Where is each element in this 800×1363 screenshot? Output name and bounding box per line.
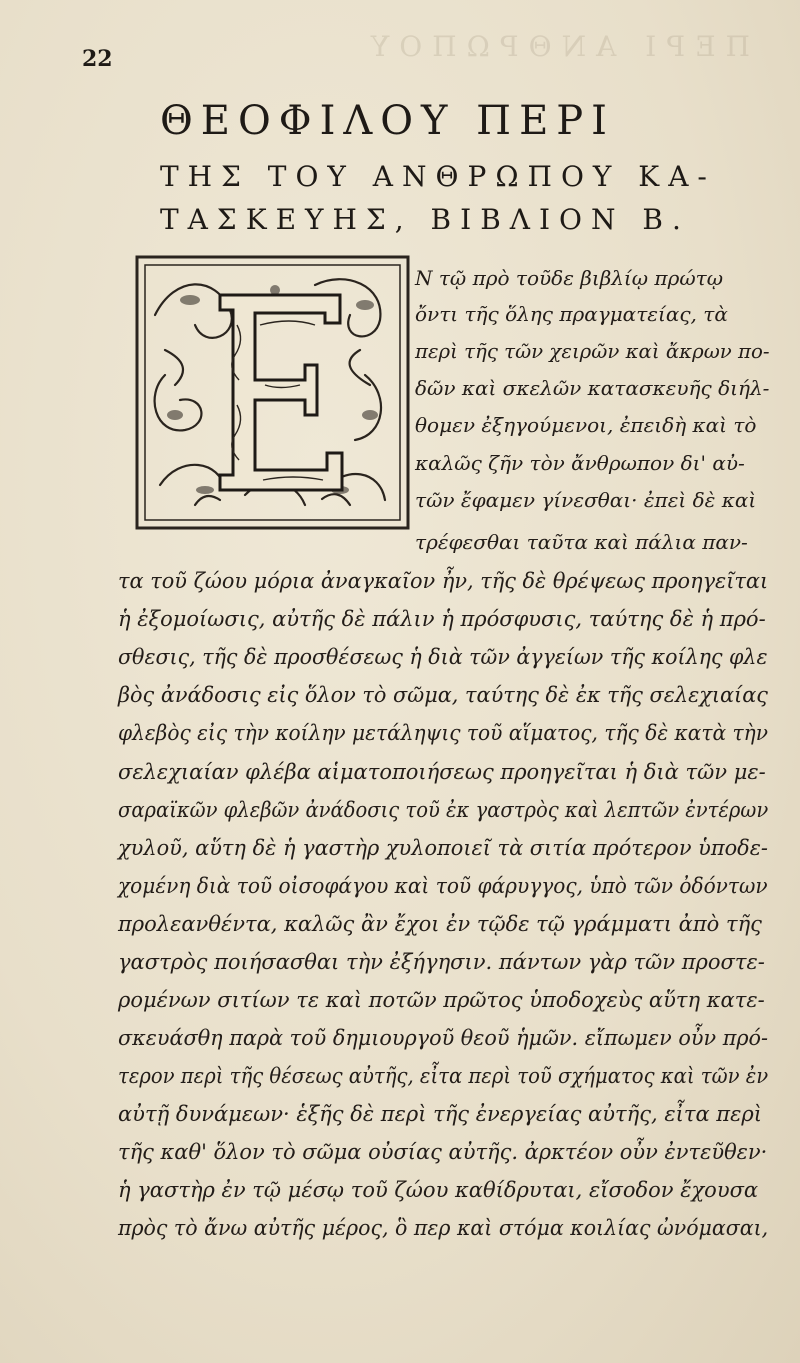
text-line: τα τοῦ ζώου μόρια ἀναγκαῖον ἦν, τῆς δὲ θρέψεως προηγεῖται: [118, 569, 769, 593]
text-line: θομεν ἐξηγούμενοι, ἐπειδὴ καὶ τὸ: [415, 413, 757, 437]
text-line: ἡ γαστὴρ ἐν τῷ μέσῳ τοῦ ζώου καθίδρυται, εἴσοδον ἔχουσα: [118, 1178, 759, 1202]
text-line: τῆς καθ' ὅλον τὸ σῶμα οὐσίας αὐτῆς. ἀρκτέον οὖν ἐντεῦθεν·: [118, 1140, 768, 1164]
text-line: σκευάσθη παρὰ τοῦ δημιουργοῦ θεοῦ ἡμῶν. εἴπωμεν οὖν πρό-: [118, 1026, 769, 1050]
title-line-1: ΘΕΟΦΙΛΟΥ ΠΕΡΙ: [160, 98, 615, 144]
text-line: σθεσις, τῆς δὲ προσθέσεως ἡ διὰ τῶν ἀγγείων τῆς κοίλης φλε: [118, 645, 768, 669]
text-line: περὶ τῆς τῶν χειρῶν καὶ ἄκρων πο-: [415, 339, 770, 363]
text-line: ρομένων σιτίων τε καὶ ποτῶν πρῶτος ὑποδοχεὺς αὕτη κατε-: [118, 988, 765, 1012]
text-line: καλῶς ζῆν τὸν ἄνθρωπον δι' αὐ-: [415, 451, 745, 475]
text-line: χυλοῦ, αὕτη δὲ ἡ γαστὴρ χυλοποιεῖ τὰ σιτία πρότερον ὑποδε-: [118, 836, 768, 860]
text-line: τρέφεσθαι ταῦτα καὶ πάλια παν-: [415, 530, 748, 554]
text-line: ἡ ἐξομοίωσις, αὐτῆς δὲ πάλιν ἡ πρόσφυσις, ταύτης δὲ ἡ πρό-: [118, 607, 766, 631]
text-line: Ν τῷ πρὸ τοῦδε βιβλίῳ πρώτῳ: [415, 266, 724, 290]
text-line: χομένη διὰ τοῦ οἰσοφάγου καὶ τοῦ φάρυγγος, ὑπὸ τῶν ὀδόντων: [118, 874, 768, 898]
text-line: τῶν ἔφαμεν γίνεσθαι· ἐπεὶ δὲ καὶ: [415, 488, 757, 512]
bleed-through-text: ΠΕΡΙ ΑΝΘΡΩΠΟΥ: [360, 30, 750, 63]
text-line: δῶν καὶ σκελῶν κατασκευῆς διήλ-: [415, 376, 770, 400]
title-line-3: ΤΑΣΚΕΥΗΣ, ΒΙΒΛΙΟΝ Β.: [160, 203, 690, 236]
decorated-initial-e: [135, 255, 410, 530]
text-line: τερον περὶ τῆς θέσεως αὐτῆς, εἶτα περὶ τοῦ σχήματος καὶ τῶν ἐν: [118, 1064, 769, 1088]
title-line-2: ΤΗΣ ΤΟΥ ΑΝΘΡΩΠΟΥ ΚΑ-: [160, 160, 716, 193]
text-line: προλεανθέντα, καλῶς ἂν ἔχοι ἐν τῷδε τῷ γράμματι ἀπὸ τῆς: [118, 912, 762, 936]
page-number: 22: [82, 46, 113, 72]
text-line: αὐτῇ δυνάμεων· ἑξῆς δὲ περὶ τῆς ἐνεργείας αὐτῆς, εἶτα περὶ: [118, 1102, 762, 1126]
text-line: φλεβὸς εἰς τὴν κοίλην μετάληψις τοῦ αἵματος, τῆς δὲ κατὰ τὴν: [118, 721, 768, 745]
text-line: σαραϊκῶν φλεβῶν ἀνάδοσις τοῦ ἐκ γαστρὸς καὶ λεπτῶν ἐντέρων: [118, 798, 769, 822]
text-line: σελεχιαίαν φλέβα αἱματοποιήσεως προηγεῖται ἡ διὰ τῶν με-: [118, 760, 766, 784]
text-line: πρὸς τὸ ἄνω αὐτῆς μέρος, ὃ περ καὶ στόμα κοιλίας ὠνόμασαι,: [118, 1216, 769, 1240]
text-line: γαστρὸς ποιήσασθαι τὴν ἐξήγησιν. πάντων γὰρ τῶν προστε-: [118, 950, 765, 974]
text-line: βὸς ἀνάδοσις εἰς ὅλον τὸ σῶμα, ταύτης δὲ ἐκ τῆς σελεχιαίας: [118, 683, 768, 707]
text-line: ὄντι τῆς ὅλης πραγματείας, τὰ: [415, 302, 728, 326]
